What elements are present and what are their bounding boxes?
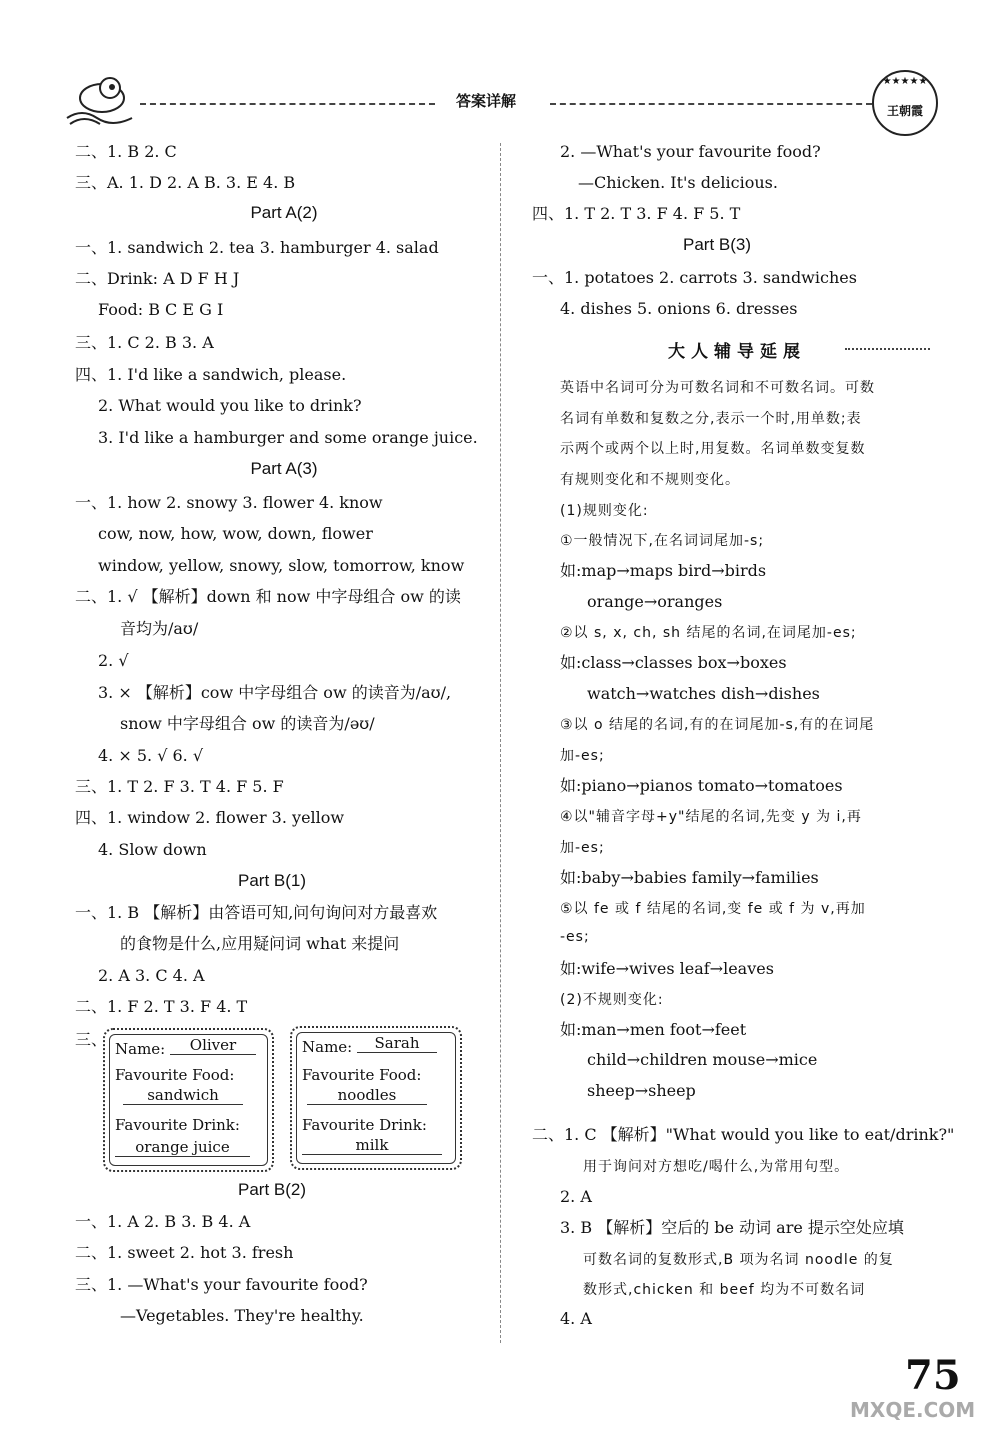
- answer-line: 二、1. C 【解析】"What would you like to eat/drink?": [532, 1125, 955, 1144]
- extension-text: 英语中名词可分为可数名词和不可数名词。可数: [560, 380, 875, 396]
- answer-line: Food: B C E G I: [98, 300, 224, 319]
- answer-line: 2. A 3. C 4. A: [98, 966, 205, 985]
- answer-line: 二、1. √ 【解析】down 和 now 中字母组合 ow 的读: [75, 587, 461, 606]
- answer-line: 四、1. window 2. flower 3. yellow: [75, 808, 345, 827]
- answer-line: 数形式,chicken 和 beef 均为不可数名词: [583, 1282, 866, 1298]
- extension-example: 如:piano→pianos tomato→tomatoes: [560, 776, 843, 795]
- logo-text: 王朝霞: [886, 104, 923, 118]
- card-food: noodles: [307, 1086, 427, 1105]
- answer-line: snow 中字母组合 ow 的读音为/əʊ/: [120, 714, 375, 733]
- answer-line: 二、1. sweet 2. hot 3. fresh: [75, 1243, 294, 1262]
- extension-text: ⑤以 fe 或 f 结尾的名词,变 fe 或 f 为 v,再加: [560, 901, 866, 917]
- header-rule-right: [550, 103, 872, 105]
- extension-title: 大人辅导延展: [668, 342, 806, 362]
- answer-line: 2. —What's your favourite food?: [560, 142, 821, 161]
- extension-example: orange→oranges: [587, 592, 723, 611]
- card-food: sandwich: [123, 1086, 243, 1105]
- extension-example: 如:wife→wives leaf→leaves: [560, 959, 774, 978]
- answer-line: 3. × 【解析】cow 中字母组合 ow 的读音为/aʊ/,: [98, 683, 452, 702]
- extension-example: sheep→sheep: [587, 1081, 696, 1100]
- extension-example: 如:baby→babies family→families: [560, 868, 819, 887]
- card-drink: milk: [302, 1136, 442, 1155]
- card-food-label: Favourite Food:: [115, 1066, 235, 1084]
- card-name-label: Name:: [302, 1038, 353, 1056]
- answer-line: 四、1. T 2. T 3. F 4. F 5. T: [532, 204, 741, 223]
- card-drink-label: Favourite Drink:: [302, 1116, 427, 1134]
- answer-line: 用于询问对方想吃/喝什么,为常用句型。: [583, 1159, 850, 1175]
- answer-line: 的食物是什么,应用疑问词 what 来提问: [120, 934, 400, 953]
- section-heading: Part A(2): [250, 203, 318, 222]
- answer-line: 可数名词的复数形式,B 项为名词 noodle 的复: [583, 1252, 894, 1268]
- answer-line: 四、1. I'd like a sandwich, please.: [75, 365, 347, 384]
- extension-text: ①一般情况下,在名词词尾加-s;: [560, 533, 765, 549]
- header-rule-left: [140, 103, 435, 105]
- answer-line: 2. √: [98, 651, 129, 670]
- answer-line: 三、A. 1. D 2. A B. 3. E 4. B: [75, 173, 296, 192]
- section-heading: Part A(3): [250, 459, 318, 478]
- answer-line: 一、1. potatoes 2. carrots 3. sandwiches: [532, 268, 857, 287]
- extension-example: child→children mouse→mice: [587, 1050, 818, 1069]
- card-name-label: Name:: [115, 1040, 166, 1058]
- food-card-oliver: [103, 1028, 274, 1172]
- watermark: MXQE.COM: [850, 1398, 976, 1422]
- extension-text: (2)不规则变化:: [560, 992, 664, 1008]
- extension-text: ③以 o 结尾的名词,有的在词尾加-s,有的在词尾: [560, 717, 875, 733]
- answer-line: —Vegetables. They're healthy.: [120, 1306, 364, 1325]
- extension-text: ④以"辅音字母+y"结尾的名词,先变 y 为 i,再: [560, 809, 862, 825]
- answer-line: 4. dishes 5. onions 6. dresses: [560, 299, 798, 318]
- food-card-sarah: [290, 1026, 462, 1170]
- extension-rule: [845, 348, 930, 350]
- mascot-icon: [62, 68, 137, 126]
- answer-line: 三、1. T 2. F 3. T 4. F 5. F: [75, 777, 284, 796]
- answer-line: 三、1. —What's your favourite food?: [75, 1275, 368, 1294]
- answer-line: 二、1. B 2. C: [75, 142, 177, 161]
- extension-text: 示两个或两个以上时,用复数。名词单数变复数: [560, 441, 866, 457]
- card-food-label: Favourite Food:: [302, 1066, 422, 1084]
- answer-line: 2. What would you like to drink?: [98, 396, 362, 415]
- card-drink-label: Favourite Drink:: [115, 1116, 240, 1134]
- header-title: 答案详解: [456, 92, 517, 110]
- answer-line: cow, now, how, wow, down, flower: [98, 524, 373, 543]
- extension-text: 加-es;: [560, 840, 605, 856]
- section-heading: Part B(2): [237, 1180, 307, 1199]
- answer-line: 2. A: [560, 1187, 592, 1206]
- extension-example: 如:map→maps bird→birds: [560, 561, 767, 580]
- answer-line: 三、1. C 2. B 3. A: [75, 333, 214, 352]
- extension-text: (1)规则变化:: [560, 503, 649, 519]
- extension-example: 如:man→men foot→feet: [560, 1020, 747, 1039]
- extension-text: 加-es;: [560, 748, 605, 764]
- card-name: Sarah: [357, 1034, 437, 1053]
- answer-line: window, yellow, snowy, slow, tomorrow, know: [98, 556, 465, 575]
- logo-stars-icon: ★★★★★: [882, 76, 928, 87]
- answer-line: 三、: [75, 1030, 108, 1049]
- answer-line: 二、1. F 2. T 3. F 4. T: [75, 997, 248, 1016]
- answer-line: 二、Drink: A D F H J: [75, 269, 240, 288]
- answer-line: 音均为/aʊ/: [120, 619, 199, 638]
- answer-line: 3. B 【解析】空后的 be 动词 are 提示空处应填: [560, 1218, 904, 1237]
- answer-line: 4. A: [560, 1309, 592, 1328]
- extension-example: watch→watches dish→dishes: [587, 684, 820, 703]
- extension-text: 有规则变化和不规则变化。: [560, 472, 740, 488]
- answer-line: 4. × 5. √ 6. √: [98, 746, 204, 765]
- extension-text: ②以 s, x, ch, sh 结尾的名词,在词尾加-es;: [560, 625, 857, 641]
- answer-line: —Chicken. It's delicious.: [578, 173, 778, 192]
- answer-line: 一、1. sandwich 2. tea 3. hamburger 4. salad: [75, 238, 439, 257]
- answer-line: 3. I'd like a hamburger and some orange juice.: [98, 428, 478, 447]
- extension-example: 如:class→classes box→boxes: [560, 653, 787, 672]
- page-number: 75: [905, 1352, 961, 1399]
- answer-line: 一、1. how 2. snowy 3. flower 4. know: [75, 493, 383, 512]
- section-heading: Part B(3): [682, 235, 752, 254]
- card-name: Oliver: [170, 1036, 256, 1055]
- section-heading: Part B(1): [237, 871, 307, 890]
- column-divider: [500, 143, 501, 1343]
- answer-line: 4. Slow down: [98, 840, 207, 859]
- extension-text: 名词有单数和复数之分,表示一个时,用单数;表: [560, 411, 862, 427]
- extension-text: -es;: [560, 929, 590, 945]
- answer-line: 一、1. A 2. B 3. B 4. A: [75, 1212, 251, 1231]
- card-drink: orange juice: [115, 1138, 250, 1157]
- answer-line: 一、1. B 【解析】由答语可知,问句询问对方最喜欢: [75, 903, 438, 922]
- logo: [872, 70, 938, 136]
